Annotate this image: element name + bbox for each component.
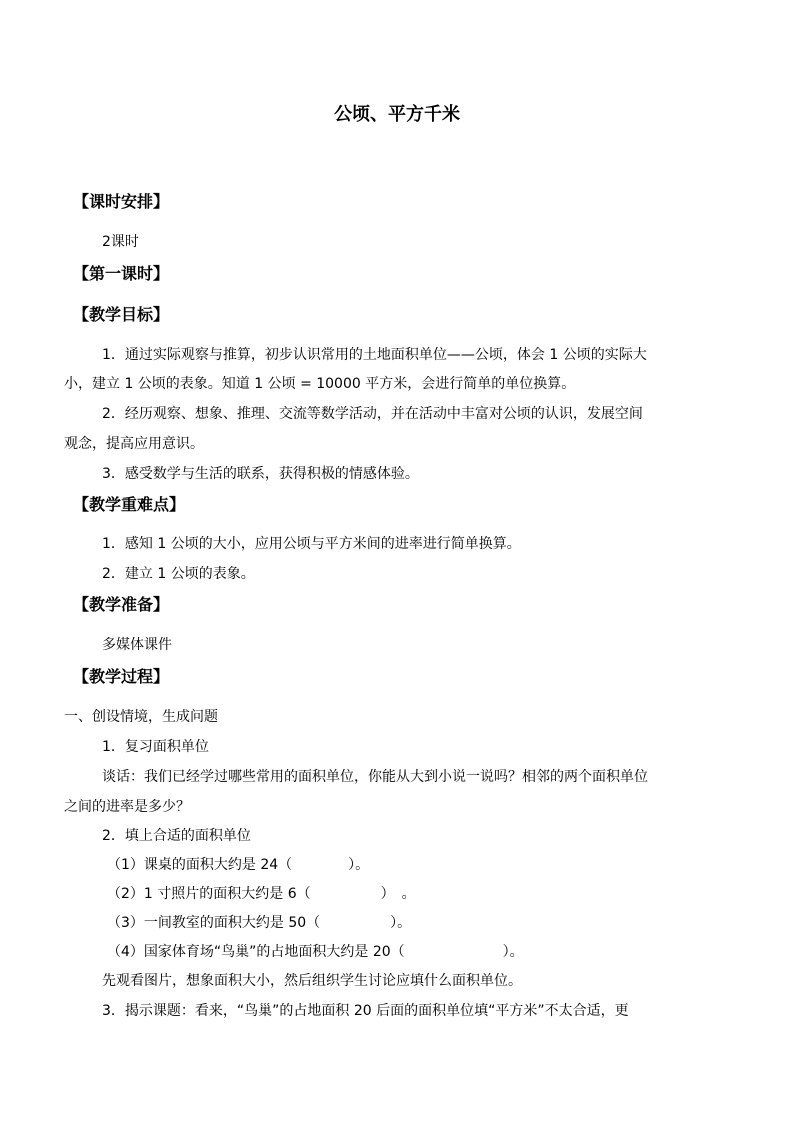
fill-item-2: （2）1 寸照片的面积大约是 6（ ） 。: [107, 886, 416, 902]
page-title: 公顷、平方千米: [334, 104, 460, 125]
first-lesson-heading: 【第一课时】: [73, 264, 170, 283]
key-points-heading: 【教学重难点】: [73, 495, 186, 514]
objective-line-3: 2．经历观察、想象、推理、交流等数学活动，并在活动中丰富对公顷的认识，发展空间: [102, 406, 643, 422]
objective-line-4: 观念，提高应用意识。: [64, 436, 204, 452]
process-step-1: 1．复习面积单位: [102, 739, 209, 755]
fill-item-3: （3）一间教室的面积大约是 50（ ）。: [107, 915, 412, 931]
fill-item-4: （4）国家体育场“鸟巢”的占地面积大约是 20（ ）。: [107, 944, 524, 960]
process-step-3: 3．揭示课题：看来，“鸟巢”的占地面积 20 后面的面积单位填“平方米”不太合适，更: [102, 1003, 629, 1019]
talk-line-2: 之间的进率是多少？: [64, 799, 190, 815]
process-heading: 【教学过程】: [73, 667, 170, 686]
discussion-note: 先观看图片，想象面积大小，然后组织学生讨论应填什么面积单位。: [102, 973, 522, 989]
process-section-1: 一、创设情境，生成问题: [64, 709, 218, 725]
fill-item-1: （1）课桌的面积大约是 24（ ）。: [107, 857, 370, 873]
objective-line-1: 1．通过实际观察与推算，初步认识常用的土地面积单位——公顷，体会 1 公顷的实际大: [102, 347, 647, 363]
key-point-2: 2．建立 1 公顷的表象。: [102, 566, 255, 582]
objectives-heading: 【教学目标】: [73, 305, 170, 324]
objective-line-2: 小，建立 1 公顷的表象。知道 1 公顷 = 10000 平方米，会进行简单的单位换算。: [64, 376, 576, 392]
objective-line-5: 3．感受数学与生活的联系，获得积极的情感体验。: [102, 466, 419, 482]
preparation-heading: 【教学准备】: [73, 595, 170, 614]
schedule-heading: 【课时安排】: [73, 192, 170, 211]
process-step-2: 2．填上合适的面积单位: [102, 828, 251, 844]
schedule-value: 2课时: [102, 234, 139, 250]
key-point-1: 1．感知 1 公顷的大小，应用公顷与平方米间的进率进行简单换算。: [102, 536, 521, 552]
talk-line-1: 谈话：我们已经学过哪些常用的面积单位，你能从大到小说一说吗？相邻的两个面积单位: [102, 769, 648, 785]
preparation-value: 多媒体课件: [102, 637, 172, 653]
